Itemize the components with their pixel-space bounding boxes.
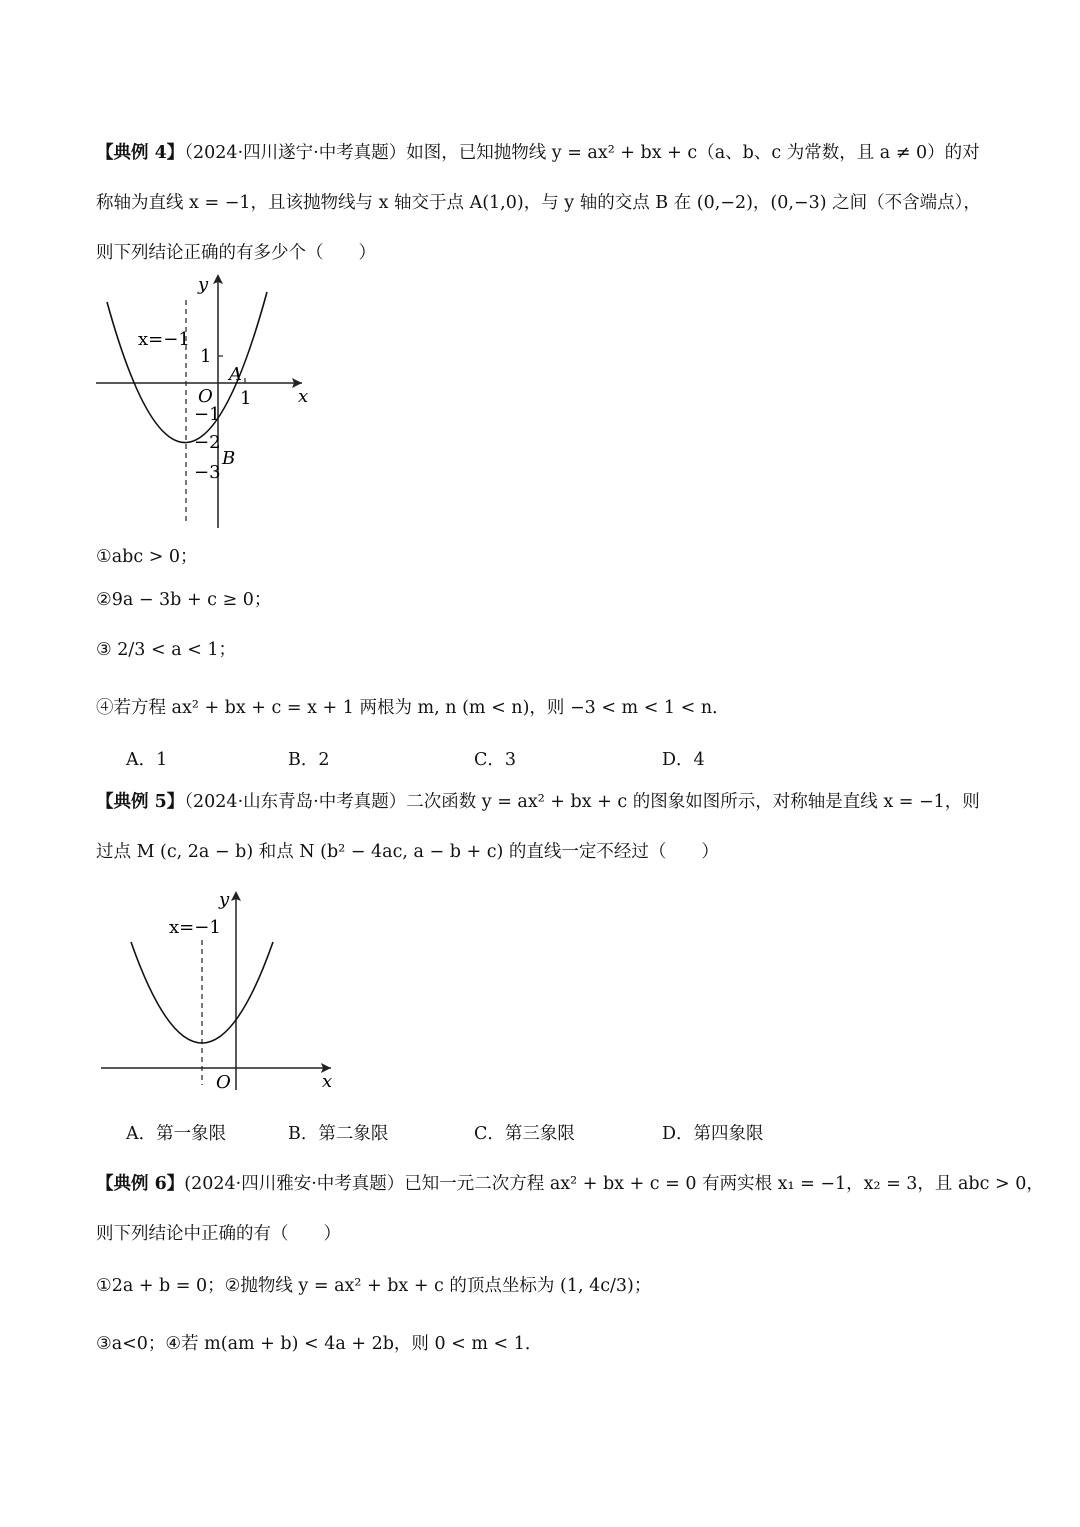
ex4-label-A: A <box>229 364 242 385</box>
ex5-option-d[interactable]: D．第四象限 <box>662 1124 764 1144</box>
ex4-option-b[interactable]: B．2 <box>288 750 330 770</box>
ex4-label-O: O <box>198 386 213 407</box>
ex4-label-m3: −3 <box>194 462 221 483</box>
ex4-label-m1: −1 <box>194 404 221 425</box>
ex6-line1 <box>96 1172 1044 1196</box>
ex5-tag: 【典例 5】 <box>96 792 185 812</box>
ex5-option-a[interactable]: A．第一象限 <box>126 1124 227 1144</box>
ex5-graph <box>95 885 345 1095</box>
ex4-options <box>0 748 1080 772</box>
ex4-label-one-y: 1 <box>200 346 212 367</box>
ex4-label-y: y <box>198 274 209 295</box>
ex5-options <box>0 1122 1080 1146</box>
ex4-line3: 则下列结论正确的有多少个（ ） <box>96 243 376 263</box>
ex4-label-m2: −2 <box>194 432 221 453</box>
ex6-line3: ①2a + b = 0；②抛物线 y = ax² + bx + c 的顶点坐标为 (1, 4c/3)； <box>96 1276 652 1296</box>
ex4-conclusion-2: ②9a − 3b + c ≥ 0； <box>96 590 272 610</box>
ex6-text1: (2024·四川雅安·中考真题）已知一元二次方程 ax² + bx + c = 0 有两实根 x₁ = −1，x₂ = 3，且 abc > 0， <box>184 1174 1044 1194</box>
ex4-line2: 称轴为直线 x = −1，且该抛物线与 x 轴交于点 A(1,0)，与 y 轴的交点 B 在 (0,−2)，(0,−3) 之间（不含端点）， <box>96 193 981 213</box>
ex4-text1: （2024·四川遂宁·中考真题）如图，已知抛物线 y = ax² + bx + c（a、b、c 为常数，且 a ≠ 0）的对 <box>184 143 980 163</box>
ex4-conclusion-1: ①abc > 0； <box>96 547 198 567</box>
ex4-conclusion-3: ③ 2/3 < a < 1； <box>96 640 237 660</box>
ex4-label-one-x: 1 <box>240 388 252 409</box>
ex4-parabola <box>107 292 267 443</box>
ex5-text1: （2024·山东青岛·中考真题）二次函数 y = ax² + bx + c 的图象如图所示，对称轴是直线 x = −1，则 <box>184 792 980 812</box>
ex5-label-x: x <box>322 1071 333 1092</box>
ex6-line2: 则下列结论中正确的有（ ） <box>96 1224 341 1244</box>
ex5-label-sym: x=−1 <box>169 917 221 938</box>
ex5-label-O: O <box>216 1072 231 1093</box>
ex4-label-sym: x=−1 <box>138 329 190 350</box>
ex5-line2: 过点 M (c, 2a − b) 和点 N (b² − 4ac, a − b + c) 的直线一定不经过（ ） <box>96 842 719 862</box>
ex5-parabola <box>131 942 273 1043</box>
ex6-line4: ③a<0；④若 m(am + b) < 4a + 2b，则 0 < m < 1． <box>96 1334 543 1354</box>
ex4-option-a[interactable]: A．1 <box>126 750 168 770</box>
ex5-option-c[interactable]: C．第三象限 <box>474 1124 575 1144</box>
ex4-conclusion-4: ④若方程 ax² + bx + c = x + 1 两根为 m, n (m < n)，则 −3 < m < 1 < n． <box>96 698 730 718</box>
ex5-option-b[interactable]: B．第二象限 <box>288 1124 389 1144</box>
ex4-tag: 【典例 4】 <box>96 143 185 163</box>
ex4-line1 <box>96 141 1010 165</box>
ex4-option-c[interactable]: C．3 <box>474 750 517 770</box>
ex4-graph <box>90 270 320 532</box>
ex5-label-y: y <box>219 889 230 910</box>
ex4-label-x: x <box>298 386 309 407</box>
ex4-option-d[interactable]: D．4 <box>662 750 705 770</box>
ex5-line1 <box>96 790 1010 814</box>
ex4-label-B: B <box>222 448 236 469</box>
ex6-tag: 【典例 6】 <box>96 1174 185 1194</box>
